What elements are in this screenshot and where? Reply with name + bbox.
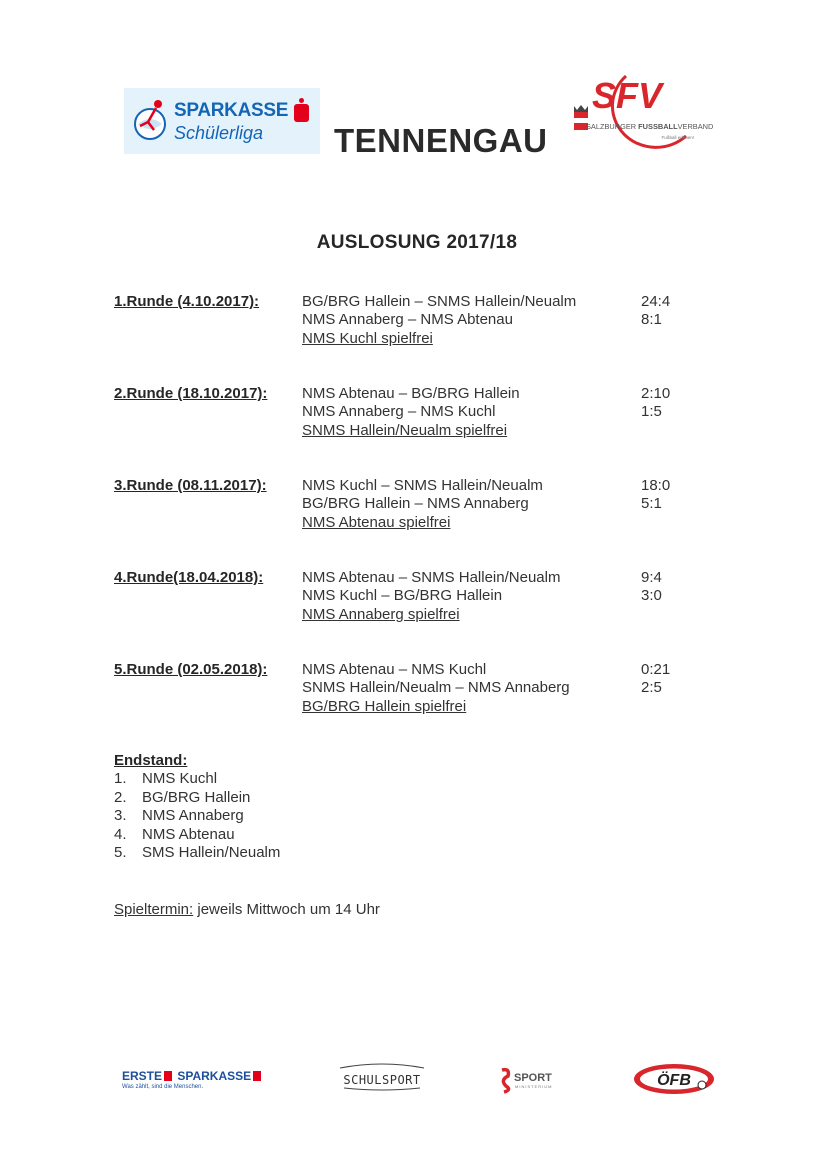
round-label: 1.Runde (4.10.2017): [114, 293, 260, 310]
standings-row [114, 789, 280, 808]
sport-ministerium-logo [496, 1066, 568, 1094]
erste-sparkasse-wordmark: ERSTE SPARKASSE [122, 1069, 263, 1083]
standings-team: NMS Annaberg [142, 807, 244, 824]
round-2 [0, 385, 826, 445]
schedule-text: jeweils Mittwoch um 14 Uhr [193, 901, 380, 918]
bye-team: NMS Abtenau spielfrei [302, 514, 451, 531]
round-3 [0, 477, 826, 537]
standings-rank: 2. [114, 788, 127, 806]
match-pairing: NMS Abtenau – SNMS Hallein/Neualm [302, 569, 561, 586]
match-score: 18:0 [641, 477, 671, 494]
schuelerliga-text: Schülerliga [174, 123, 264, 143]
standings-team: BG/BRG Hallein [142, 788, 251, 806]
oefb-wordmark: ÖFB [657, 1072, 691, 1089]
match-pairing: SNMS Hallein/Neualm – NMS Annaberg [302, 679, 570, 696]
bye-team: BG/BRG Hallein spielfrei [302, 698, 467, 715]
match-score: 3:0 [641, 587, 662, 604]
document-heading: AUSLOSUNG 2017/18 [316, 232, 518, 253]
schulsport-wordmark: SCHULSPORT [343, 1073, 421, 1087]
sparkasse-s-icon [164, 1071, 172, 1081]
round-label: 4.Runde(18.04.2018): [114, 569, 264, 586]
sparkasse-schuelerliga-logo [124, 88, 320, 154]
match-score: 2:5 [641, 679, 662, 696]
match-pairing: BG/BRG Hallein – NMS Annaberg [302, 495, 529, 512]
schulsport-logo [334, 1062, 430, 1092]
standings-team: SMS Hallein/Neualm [142, 844, 281, 861]
match-score: 1:5 [641, 403, 662, 420]
match-pairing: BG/BRG Hallein – SNMS Hallein/Neualm [302, 293, 577, 310]
sfv-logo [566, 70, 714, 154]
ministerium-text: MINISTERIUM [515, 1084, 553, 1089]
match-pairing: NMS Annaberg – NMS Abtenau [302, 311, 513, 328]
sparkasse-s-icon [253, 1071, 261, 1081]
schedule-note [114, 901, 380, 918]
match-score: 24:4 [641, 293, 671, 310]
standings-row [114, 844, 280, 863]
standings-row [114, 807, 280, 826]
match-pairing: NMS Abtenau – NMS Kuchl [302, 661, 487, 678]
standings-row [114, 826, 280, 845]
standings-row [114, 770, 280, 789]
sparkasse-s-icon [294, 104, 309, 122]
match-score: 5:1 [641, 495, 662, 512]
round-label: 3.Runde (08.11.2017): [114, 477, 267, 494]
final-standings [114, 752, 280, 863]
standings-rank: 5. [114, 844, 127, 861]
sfv-abbreviation: SFV [592, 75, 663, 116]
sfv-tagline: Fußball erleben! [661, 135, 694, 140]
sparkasse-brand-text: SPARKASSE [174, 100, 289, 121]
match-pairing: NMS Kuchl – BG/BRG Hallein [302, 587, 503, 604]
round-label: 5.Runde (02.05.2018): [114, 661, 268, 678]
standings-title: Endstand: [114, 752, 188, 769]
round-1 [0, 293, 826, 353]
bye-team: NMS Annaberg spielfrei [302, 606, 460, 623]
erste-sparkasse-logo [118, 1066, 270, 1094]
match-pairing: NMS Abtenau – BG/BRG Hallein [302, 385, 520, 402]
round-4 [0, 569, 826, 629]
schedule-label: Spieltermin: [114, 901, 194, 918]
player-icon [130, 96, 170, 146]
match-score: 8:1 [641, 311, 662, 328]
sport-s-icon [502, 1070, 509, 1092]
standings-rank: 3. [114, 807, 127, 824]
match-pairing: NMS Annaberg – NMS Kuchl [302, 403, 496, 420]
match-score: 9:4 [641, 569, 662, 586]
oefb-logo [632, 1062, 716, 1096]
football-icon [698, 1081, 706, 1089]
sport-wordmark: SPORT [514, 1072, 552, 1084]
bye-team: NMS Kuchl spielfrei [302, 330, 433, 347]
match-pairing: NMS Kuchl – SNMS Hallein/Neualm [302, 477, 543, 494]
match-score: 2:10 [641, 385, 671, 402]
standings-team: NMS Kuchl [142, 770, 218, 787]
standings-team: NMS Abtenau [142, 825, 235, 843]
round-5 [0, 661, 826, 721]
erste-slogan: Was zählt, sind die Menschen. [122, 1084, 204, 1090]
sfv-full-name: SALZBURGER FUSSBALLVERBAND [586, 122, 714, 131]
match-score: 0:21 [641, 661, 671, 678]
round-label: 2.Runde (18.10.2017): [114, 385, 268, 402]
bye-team: SNMS Hallein/Neualm spielfrei [302, 422, 508, 439]
standings-rank: 1. [114, 770, 127, 787]
region-title: TENNENGAU [334, 122, 548, 159]
standings-rank: 4. [114, 825, 127, 843]
